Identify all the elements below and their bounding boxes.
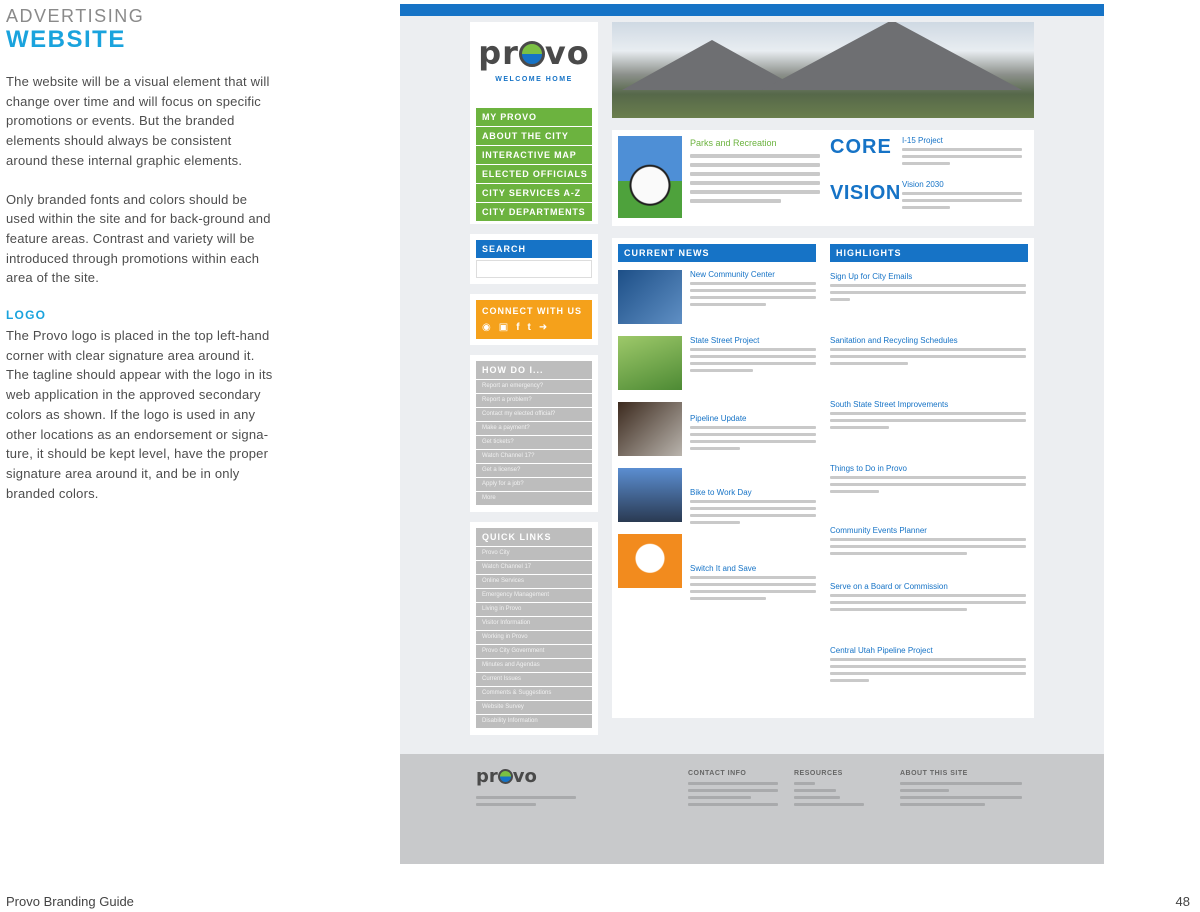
quicklink-item[interactable]: Comments & Suggestions <box>476 687 592 700</box>
howdo-item[interactable]: Get tickets? <box>476 436 592 449</box>
feature-text <box>690 154 820 208</box>
mountain-shape <box>762 22 1022 90</box>
footer-contact-heading: CONTACT INFO <box>688 770 747 777</box>
current-news-heading: CURRENT NEWS <box>618 244 816 262</box>
quicklink-item[interactable]: Disability Information <box>476 715 592 728</box>
howdo-item[interactable]: Watch Channel 17? <box>476 450 592 463</box>
highlight-title[interactable]: Serve on a Board or Commission <box>830 582 948 591</box>
footer-copyright <box>476 796 576 810</box>
nav-about-city[interactable]: ABOUT THE CITY <box>476 127 592 145</box>
search-input[interactable] <box>476 260 592 278</box>
quicklink-item[interactable]: Watch Channel 17 <box>476 561 592 574</box>
quicklink-item[interactable]: Current Issues <box>476 673 592 686</box>
feature-panel <box>612 130 1034 226</box>
nav-city-departments[interactable]: CITY DEPARTMENTS <box>476 203 592 221</box>
connect-card <box>470 294 598 345</box>
howdo-heading: HOW DO I... <box>476 361 592 379</box>
page-number: 48 <box>1175 894 1190 909</box>
news-title[interactable]: Bike to Work Day <box>690 488 752 497</box>
highlight-title[interactable]: Things to Do in Provo <box>830 464 907 473</box>
blog-icon[interactable]: ▣ <box>498 322 517 333</box>
nav-city-services[interactable]: CITY SERVICES A-Z <box>476 184 592 202</box>
footer-resources-text <box>794 782 864 810</box>
highlight-title[interactable]: Community Events Planner <box>830 526 927 535</box>
share-icon[interactable]: ➜ <box>538 322 556 333</box>
logo-subheading: LOGO <box>6 308 47 323</box>
highlight-title[interactable]: South State Street Improvements <box>830 400 949 409</box>
facebook-icon[interactable]: f <box>516 322 528 333</box>
section-heading: WEBSITE <box>6 26 126 53</box>
soccer-ball-image <box>618 136 682 218</box>
quicklink-item[interactable]: Provo City Government <box>476 645 592 658</box>
highlight-title[interactable]: Sanitation and Recycling Schedules <box>830 336 958 345</box>
core-logo[interactable]: CORE <box>830 136 892 158</box>
quicklink-item[interactable]: Working in Provo <box>476 631 592 644</box>
core-text <box>902 148 1022 170</box>
quicklink-item[interactable]: Provo City <box>476 547 592 560</box>
howdo-item[interactable]: Report an emergency? <box>476 380 592 393</box>
news-text <box>690 500 816 529</box>
vision-logo[interactable]: VISION <box>830 182 901 204</box>
news-image-handshake <box>618 270 682 324</box>
news-image-lightbulb <box>618 534 682 588</box>
mock-top-bar <box>400 4 1104 16</box>
logo-text-left: pr <box>478 34 519 72</box>
highlight-text <box>830 412 1026 434</box>
footer-logo-text-left: pr <box>476 766 498 787</box>
hero-image <box>612 22 1034 118</box>
nav-elected-officials[interactable]: ELECTED OFFICIALS <box>476 165 592 183</box>
core-link-title[interactable]: I-15 Project <box>902 136 943 145</box>
search-card <box>470 234 598 284</box>
paragraph-fonts: Only branded fonts and colors should be used within the site and for back-ground and feature areas. Contrast and variety will be introduced through promotions within each area of the site. <box>6 191 271 286</box>
quicklink-item[interactable]: Living in Provo <box>476 603 592 616</box>
rss-icon[interactable]: ◉ <box>482 322 499 333</box>
footer-contact-text <box>688 782 778 810</box>
howdo-item[interactable]: More <box>476 492 592 505</box>
footer-about-text <box>900 782 1022 810</box>
howdo-item[interactable]: Report a problem? <box>476 394 592 407</box>
footer-resources-heading: RESOURCES <box>794 770 843 777</box>
search-heading: SEARCH <box>476 240 592 258</box>
logo-mountain-icon <box>519 41 545 67</box>
highlights-heading: HIGHLIGHTS <box>830 244 1028 262</box>
highlight-text <box>830 594 1026 616</box>
guide-title: Provo Branding Guide <box>6 894 134 909</box>
howdo-item[interactable]: Make a payment? <box>476 422 592 435</box>
left-column <box>6 6 276 522</box>
quicklink-item[interactable]: Visitor Information <box>476 617 592 630</box>
news-title[interactable]: New Community Center <box>690 270 775 279</box>
news-image-street <box>618 336 682 390</box>
nav-interactive-map[interactable]: INTERACTIVE MAP <box>476 146 592 164</box>
mock-main <box>612 22 1034 718</box>
howdo-item[interactable]: Contact my elected official? <box>476 408 592 421</box>
news-title[interactable]: State Street Project <box>690 336 760 345</box>
connect-box <box>476 300 592 339</box>
highlight-text <box>830 538 1026 560</box>
news-text <box>690 348 816 377</box>
section-eyebrow: ADVERTISING <box>6 6 145 26</box>
paragraph-intro: The website will be a visual element that will change over time and will focus on specific promotions or events. But the branded elements should always be consistent around these internal graphic elements. <box>6 74 270 168</box>
highlight-text <box>830 284 1026 306</box>
logo-text-right: vo <box>544 34 590 72</box>
highlight-text <box>830 658 1026 687</box>
howdo-card <box>470 355 598 512</box>
footer-logo[interactable] <box>476 766 537 787</box>
news-title[interactable]: Switch It and Save <box>690 564 757 573</box>
news-text <box>690 426 816 455</box>
news-text <box>690 576 816 605</box>
website-mockup <box>400 4 1104 864</box>
vision-text <box>902 192 1022 214</box>
feature-title[interactable]: Parks and Recreation <box>690 138 777 148</box>
news-title[interactable]: Pipeline Update <box>690 414 747 423</box>
quicklink-item[interactable]: Emergency Management <box>476 589 592 602</box>
mock-footer <box>400 754 1104 864</box>
quicklink-item[interactable]: Minutes and Agendas <box>476 659 592 672</box>
logo-tagline: WELCOME HOME <box>495 76 573 83</box>
connect-heading: CONNECT WITH US <box>482 306 582 316</box>
howdo-item[interactable]: Get a license? <box>476 464 592 477</box>
news-highlights-panel <box>612 238 1034 718</box>
vision-link-title[interactable]: Vision 2030 <box>902 180 944 189</box>
quicklinks-card <box>470 522 598 735</box>
social-icons <box>482 322 586 333</box>
news-image-pipeline <box>618 402 682 456</box>
quicklinks-heading: QUICK LINKS <box>476 528 592 546</box>
footer-logo-text-right: vo <box>512 766 537 787</box>
howdo-item[interactable]: Apply for a job? <box>476 478 592 491</box>
twitter-icon[interactable]: t <box>527 322 539 333</box>
highlight-title[interactable]: Central Utah Pipeline Project <box>830 646 933 655</box>
provo-logo[interactable] <box>476 28 592 100</box>
logo-card <box>470 22 598 224</box>
news-image-bike <box>618 468 682 522</box>
mock-sidebar <box>470 22 598 745</box>
highlight-text <box>830 476 1026 498</box>
highlight-text <box>830 348 1026 370</box>
footer-logo-mountain-icon <box>498 769 513 784</box>
quicklink-item[interactable]: Website Survey <box>476 701 592 714</box>
footer-about-heading: ABOUT THIS SITE <box>900 770 968 777</box>
nav-my-provo[interactable]: MY PROVO <box>476 108 592 126</box>
news-text <box>690 282 816 311</box>
main-nav <box>476 108 592 221</box>
highlight-title[interactable]: Sign Up for City Emails <box>830 272 913 281</box>
quicklink-item[interactable]: Online Services <box>476 575 592 588</box>
paragraph-logo: The Provo logo is placed in the top left-hand corner with clear signature area around it. The tagline should appear with the logo in its web application in the approved secondary colors as shown. If the logo is used in any other locations as an endorsement or signa-ture, it should be kept level, have the proper signature area around it, and be in only branded colors. <box>6 328 273 501</box>
